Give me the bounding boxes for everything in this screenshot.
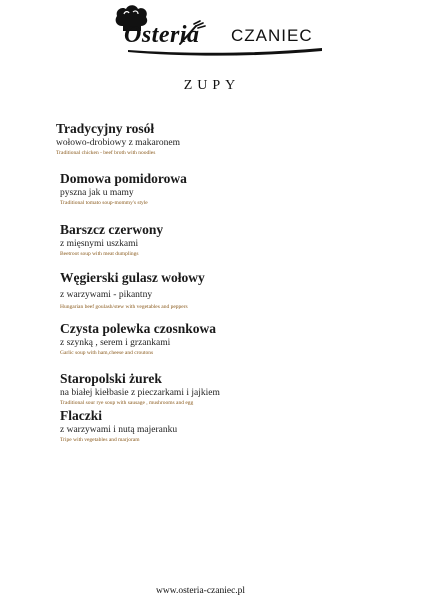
- fork-icon: [176, 20, 208, 46]
- logo-script-text: Osteria: [124, 22, 200, 48]
- menu-item: [60, 222, 380, 258]
- dish-name: Barszcz czerwony: [60, 222, 164, 237]
- dish-english-description: Garlic soup with ham,cheese and croutons: [60, 350, 154, 356]
- dish-description: z warzywami i nutą majeranku: [60, 425, 178, 435]
- menu-item: [60, 408, 380, 444]
- dish-description: na białej kiełbasie z pieczarkami i jajkiem: [60, 388, 220, 398]
- menu-item: [60, 171, 380, 207]
- dish-english-description: Traditional chicken - beef broth with noodles: [56, 150, 156, 156]
- dish-name: Węgierski gulasz wołowy: [60, 270, 205, 285]
- dish-description: z szynką , serem i grzankami: [60, 338, 171, 348]
- logo-swoosh-decoration: [126, 44, 326, 58]
- dish-description: pyszna jak u mamy: [60, 188, 134, 198]
- logo-name-text: CZANIEC: [231, 26, 313, 45]
- dish-description: wołowo-drobiowy z makaronem: [56, 138, 180, 148]
- dish-english-description: Traditional tomato soup-mommy's style: [60, 200, 148, 206]
- dish-name: Domowa pomidorowa: [60, 171, 187, 186]
- dish-name: Tradycyjny rosół: [56, 121, 155, 136]
- website-url: www.osteria-czaniec.pl: [156, 586, 246, 596]
- dish-description: z mięsnymi uszkami: [60, 239, 139, 249]
- menu-item: [60, 321, 380, 357]
- menu-item: [60, 270, 380, 311]
- dish-name: Staropolski żurek: [60, 371, 162, 386]
- menu-item: [60, 371, 380, 407]
- dish-name: Czysta polewka czosnkowa: [60, 321, 217, 336]
- dish-english-description: Hungarian beef goulash/stew with vegetables and peppers: [60, 304, 188, 310]
- logo: [0, 0, 424, 60]
- dish-english-description: Beetroot soup with meat dumplings: [60, 251, 139, 257]
- dish-english-description: Traditional sour rye soup with sausage , mushrooms and egg: [60, 400, 194, 406]
- dish-name: Flaczki: [60, 408, 102, 423]
- section-title: ZUPY: [183, 78, 241, 93]
- dish-description: z warzywami - pikantny: [60, 290, 153, 300]
- dish-english-description: Tripe with vegetables and marjoram: [60, 437, 140, 443]
- menu-item: [56, 121, 376, 157]
